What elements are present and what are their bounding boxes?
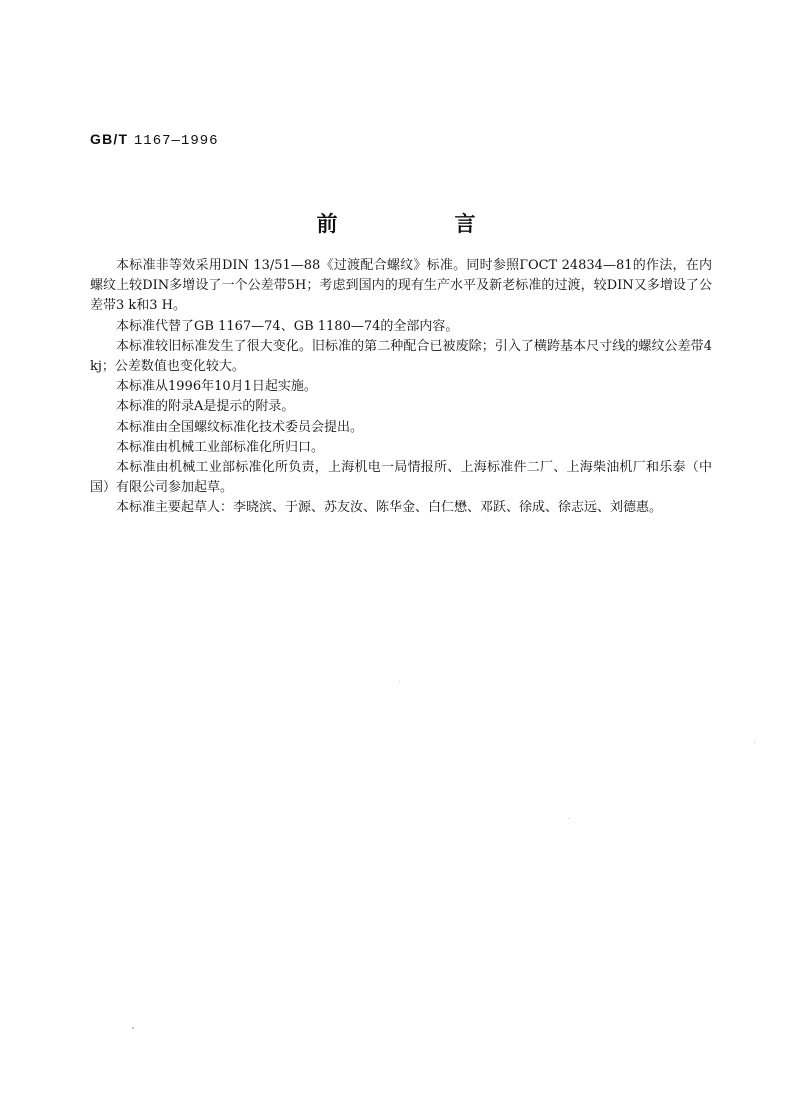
foreword-body <box>90 256 712 519</box>
section-title: 前 言 <box>316 212 524 236</box>
paragraph-administered-by: 本标准由机械工业部标准化所归口。 <box>116 439 325 455</box>
paragraph-effective-date: 本标准从1996年10月1日起实施。 <box>116 379 317 395</box>
scan-speck <box>568 818 569 819</box>
scan-speck <box>399 681 400 682</box>
paragraph-adoption: 本标准非等效采用DIN 13/51—88《过渡配合螺纹》标准。同时参照ГОСТ 24834—81的作法，在内螺纹上较DIN多增设了一个公差带5H；考虑到国内的现有生产水平及新老标准的过渡，较DIN又多增设了公差带3 k和3 H。 <box>90 258 712 314</box>
paragraph-changes: 本标准较旧标准发生了很大变化。旧标准的第二种配合已被废除；引入了横跨基本尺寸线的螺纹公差带4 kj；公差数值也变化较大。 <box>90 338 712 375</box>
paragraph-appendix: 本标准的附录A是提示的附录。 <box>116 399 295 415</box>
standard-code-number: 1167—1996 <box>133 133 219 149</box>
paragraph-drafters: 本标准主要起草人：李晓滨、于源、苏友汝、陈华金、白仁懋、邓跃、徐成、徐志远、刘德惠。 <box>116 500 663 516</box>
paragraph-replaces: 本标准代替了GB 1167—74、GB 1180—74的全部内容。 <box>116 318 459 334</box>
scan-speck <box>754 742 755 743</box>
paragraph-drafted-by: 本标准由机械工业部标准化所负责，上海机电一局情报所、上海标准件二厂、上海柴油机厂和乐泰（中国）有限公司参加起草。 <box>90 460 712 496</box>
paragraph-proposed-by: 本标准由全国螺纹标准化技术委员会提出。 <box>116 419 364 435</box>
document-header <box>90 131 219 149</box>
standard-code-prefix: GB/T <box>90 131 129 147</box>
scan-speck <box>132 1027 134 1029</box>
